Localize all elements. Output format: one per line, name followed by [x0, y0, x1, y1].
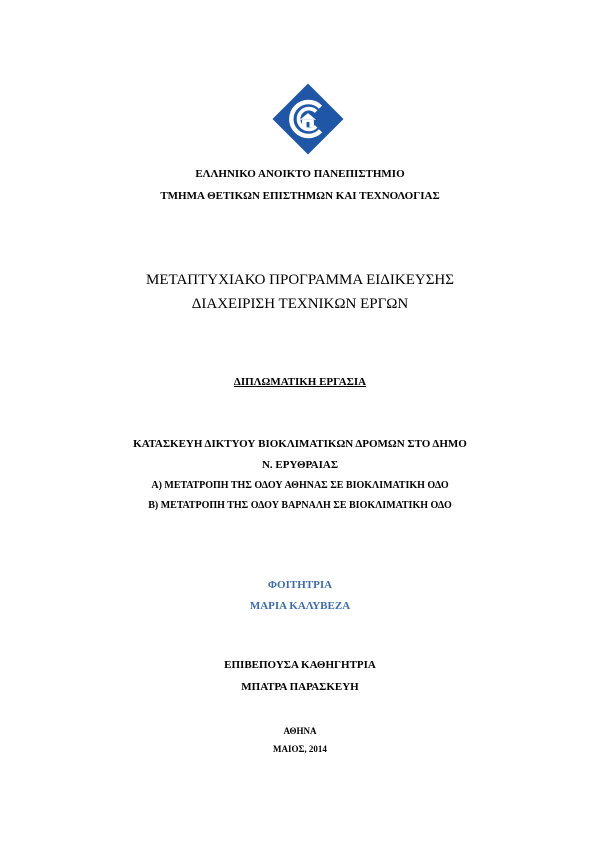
university-name: ΕΛΛΗΝΙΚΟ ΑΝΟΙΚΤΟ ΠΑΝΕΠΙΣΤΗΜΙΟ — [195, 168, 405, 180]
thesis-subtitle-a: Α) ΜΕΤΑΤΡΟΠΗ ΤΗΣ ΟΔΟΥ ΑΘΗΝΑΣ ΣΕ ΒΙΟΚΛΙΜΑΤΙΚΗ ΟΔΟ — [151, 480, 449, 491]
student-name: ΜΑΡΙΑ ΚΑΛΥΒΕΖΑ — [249, 600, 351, 612]
program-subtitle: ΔΙΑΧΕΙΡΙΣΗ ΤΕΧΝΙΚΩΝ ΕΡΓΩΝ — [191, 296, 409, 312]
publication-date: ΜΑΙΟΣ, 2014 — [273, 744, 327, 754]
thesis-title-line-1: ΚΑΤΑΣΚΕΥΗ ΔΙΚΤΥΟΥ ΒΙΟΚΛΙΜΑΤΙΚΩΝ ΔΡΟΜΩΝ ΣΤΟ ΔΗΜΟ — [133, 438, 467, 450]
thesis-subtitle-b: Β) ΜΕΤΑΤΡΟΠΗ ΤΗΣ ΟΔΟΥ ΒΑΡΝΑΛΗ ΣΕ ΒΙΟΚΛΙΜΑΤΙΚΗ ΟΔΟ — [148, 500, 452, 511]
logo-house-door — [307, 122, 310, 127]
thesis-title-line-2: Ν. ΕΡΥΘΡΑΙΑΣ — [261, 459, 339, 471]
department-name: ΤΜΗΜΑ ΘΕΤΙΚΩΝ ΕΠΙΣΤΗΜΩΝ ΚΑΙ ΤΕΧΝΟΛΟΓΙΑΣ — [160, 190, 440, 202]
supervisor-name: ΜΠΑΤΡΑ ΠΑΡΑΣΚΕΥΗ — [241, 681, 359, 693]
thesis-type-heading: ΔΙΠΛΩΜΑΤΙΚΗ ΕΡΓΑΣΙΑ — [233, 376, 367, 388]
eap-university-logo — [271, 82, 345, 156]
student-label: ΦΟΙΤΗΤΡΙΑ — [267, 579, 333, 591]
supervisor-label: ΕΠΙΒΕΠΟΥΣΑ ΚΑΘΗΓΗΤΡΙΑ — [224, 659, 376, 671]
program-title: ΜΕΤΑΠΤΥΧΙΑΚΟ ΠΡΟΓΡΑΜΜΑ ΕΙΔΙΚΕΥΣΗΣ — [145, 272, 454, 288]
city-name: ΑΘΗΝΑ — [283, 726, 317, 736]
